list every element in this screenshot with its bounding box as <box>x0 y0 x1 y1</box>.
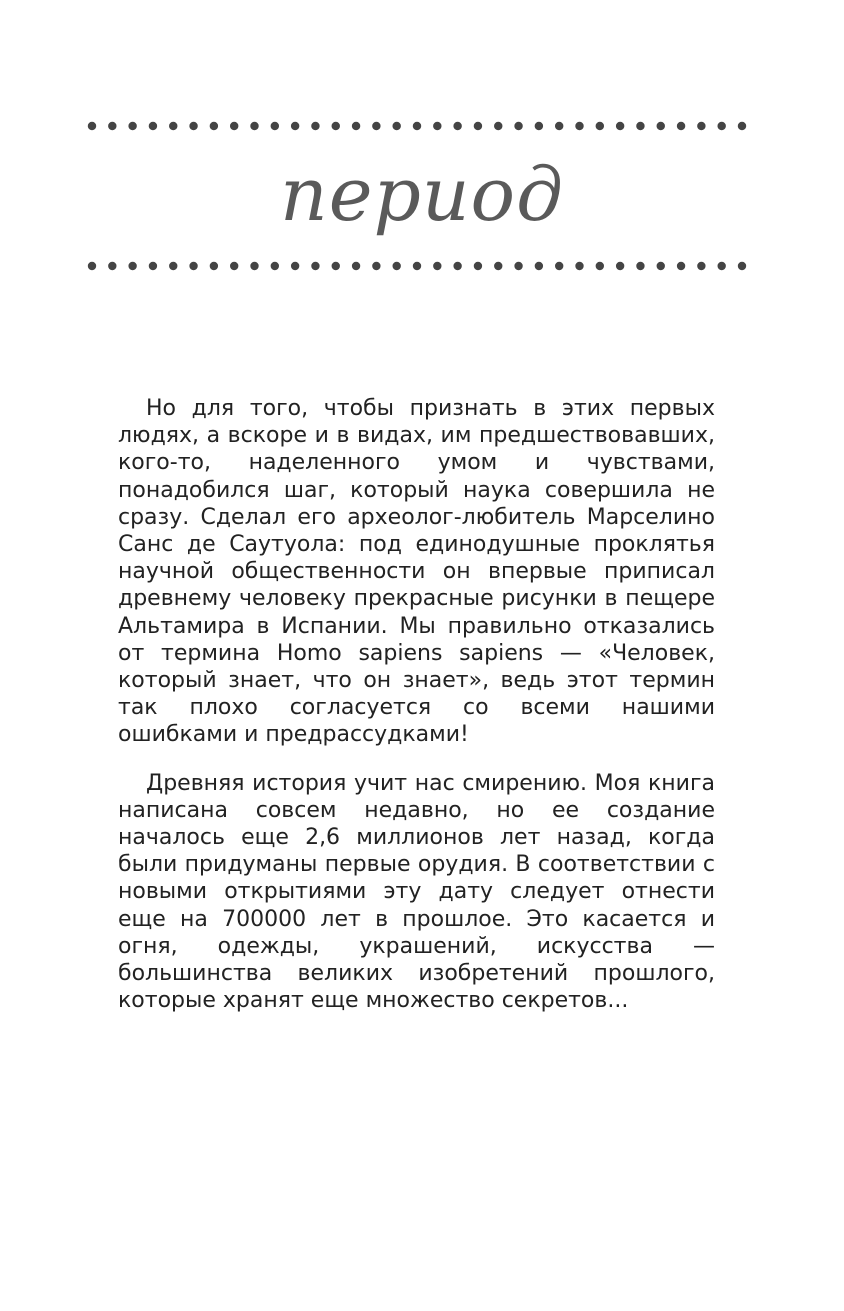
divider-dot <box>88 262 96 270</box>
divider-dot <box>636 262 644 270</box>
divider-dot <box>596 122 604 130</box>
divider-dot <box>311 262 319 270</box>
divider-dot <box>332 262 340 270</box>
divider-dot <box>657 122 665 130</box>
divider-dot <box>108 262 116 270</box>
divider-dot <box>575 122 583 130</box>
divider-dot <box>372 122 380 130</box>
divider-dot <box>535 122 543 130</box>
divider-dot <box>413 262 421 270</box>
divider-dot <box>271 122 279 130</box>
divider-dot <box>636 122 644 130</box>
divider-dot <box>433 122 441 130</box>
divider-dot <box>717 262 725 270</box>
divider-dot <box>535 262 543 270</box>
divider-dot <box>291 122 299 130</box>
divider-dot <box>332 122 340 130</box>
divider-dot <box>352 262 360 270</box>
divider-dot <box>210 122 218 130</box>
divider-dot <box>738 122 746 130</box>
divider-dot <box>697 122 705 130</box>
divider-dot <box>189 122 197 130</box>
divider-dot <box>555 122 563 130</box>
divider-dot <box>657 262 665 270</box>
divider-dot <box>433 262 441 270</box>
divider-dot <box>311 122 319 130</box>
divider-dot <box>392 122 400 130</box>
divider-dot <box>372 262 380 270</box>
divider-dot <box>189 262 197 270</box>
divider-dot <box>291 262 299 270</box>
divider-dot <box>413 122 421 130</box>
dotted-divider-top <box>86 119 748 133</box>
divider-dot <box>514 122 522 130</box>
divider-dot <box>738 262 746 270</box>
divider-dot <box>149 262 157 270</box>
paragraph-2: Древняя история учит нас смирению. Моя книга написана совсем недавно, но ее создание началось еще 2,6 миллионов лет назад, когда были придуманы первые орудия. В соответствии с новыми открытиями эту дату следует отнести еще на 700000 лет в прошлое. Это касается и огня, одежды, украшений, искусства — большинства великих изобретений прошлого, которые хранят еще множество секретов... <box>118 770 715 1014</box>
divider-dot <box>230 262 238 270</box>
divider-dot <box>616 122 624 130</box>
divider-dot <box>514 262 522 270</box>
divider-dot <box>128 122 136 130</box>
divider-dot <box>616 262 624 270</box>
divider-dot <box>494 122 502 130</box>
dots-bottom-svg <box>86 259 748 273</box>
dotted-divider-bottom <box>86 259 748 273</box>
divider-dot <box>230 122 238 130</box>
divider-dot <box>250 122 258 130</box>
divider-dot <box>453 262 461 270</box>
divider-dot <box>555 262 563 270</box>
divider-dot <box>697 262 705 270</box>
divider-dot <box>210 262 218 270</box>
divider-dot <box>453 122 461 130</box>
divider-dot <box>108 122 116 130</box>
body-text <box>118 395 715 1014</box>
divider-dot <box>169 262 177 270</box>
divider-dot <box>250 262 258 270</box>
divider-dot <box>494 262 502 270</box>
dots-top-svg <box>86 119 748 133</box>
divider-dot <box>149 122 157 130</box>
divider-dot <box>596 262 604 270</box>
divider-dot <box>717 122 725 130</box>
divider-dot <box>677 122 685 130</box>
paragraph-1: Но для того, чтобы признать в этих первых людях, а вскоре и в видах, им предшествовавших, кого-то, наделенного умом и чувствами, понадобился шаг, который наука совершила не сразу. Сделал его археолог-любитель Марселино Санс де Саутуола: под единодушные проклятья научной общественности он впервые приписал древнему человеку прекрасные рисунки в пещере Альтамира в Испании. Мы правильно отказались от термина Homo sapiens sapiens — «Человек, который знает, что он знает», ведь этот термин так плохо согласуется со всеми нашими ошибками и предрассудками! <box>118 396 715 748</box>
divider-dot <box>352 122 360 130</box>
divider-dot <box>88 122 96 130</box>
divider-dot <box>271 262 279 270</box>
divider-dot <box>474 122 482 130</box>
divider-dot <box>677 262 685 270</box>
divider-dot <box>128 262 136 270</box>
chapter-heading: период <box>280 152 564 238</box>
divider-dot <box>392 262 400 270</box>
divider-dot <box>575 262 583 270</box>
divider-dot <box>169 122 177 130</box>
divider-dot <box>474 262 482 270</box>
